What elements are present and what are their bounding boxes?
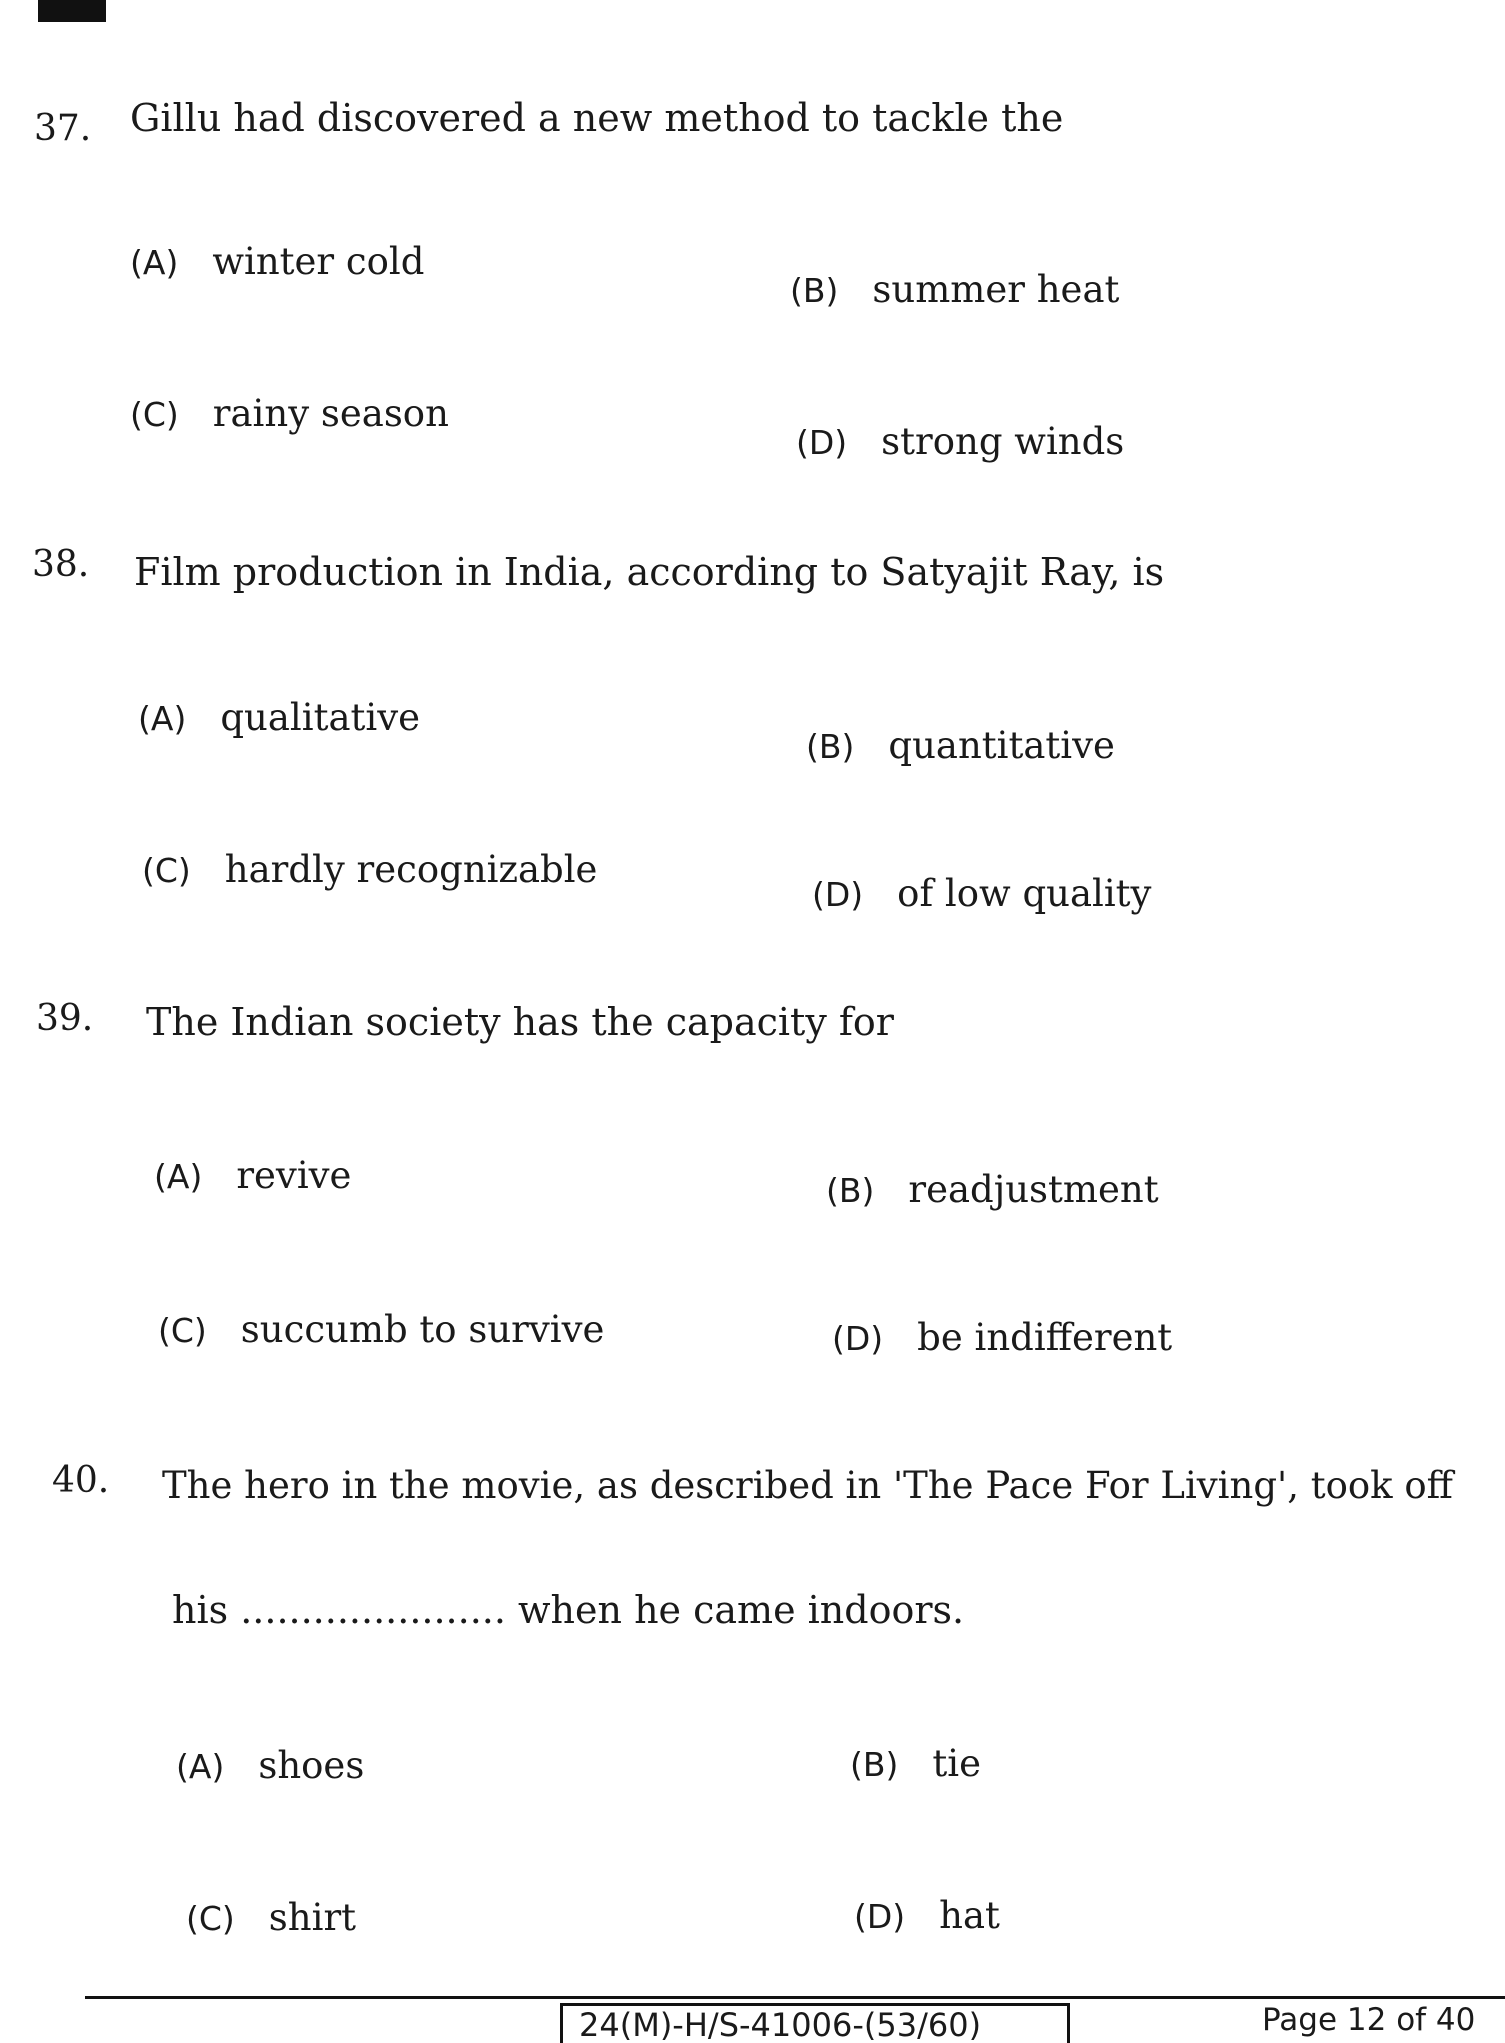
page-number: Page 12 of 40 [1262, 2002, 1476, 2038]
option-text: revive [236, 1154, 352, 1197]
option-label: (D) [812, 875, 864, 914]
option-text: hat [939, 1894, 1000, 1937]
question-number: 38. [32, 544, 90, 585]
option-text: shoes [258, 1744, 365, 1787]
option-label: (A) [138, 699, 187, 738]
option-c[interactable] [158, 1308, 604, 1351]
question-text-line-2: his ...................... when he came indoors. [172, 1588, 965, 1632]
option-text: tie [932, 1742, 981, 1785]
option-label: (D) [796, 423, 848, 462]
option-a[interactable] [138, 696, 420, 739]
option-c[interactable] [142, 848, 597, 891]
option-label: (B) [850, 1745, 899, 1784]
option-d[interactable] [854, 1894, 1000, 1937]
option-d[interactable] [812, 872, 1151, 915]
question-number: 40. [52, 1460, 110, 1501]
option-label: (C) [186, 1899, 235, 1938]
footer-rule [85, 1996, 1505, 1999]
option-label: (C) [142, 851, 191, 890]
question-text: The Indian society has the capacity for [146, 1000, 894, 1044]
option-text: shirt [268, 1896, 357, 1939]
option-a[interactable] [176, 1744, 364, 1787]
option-text: rainy season [212, 392, 449, 435]
option-text: be indifferent [917, 1316, 1173, 1359]
option-a[interactable] [154, 1154, 351, 1197]
option-c[interactable] [130, 392, 449, 435]
option-label: (A) [176, 1747, 225, 1786]
option-text: hardly recognizable [224, 848, 598, 891]
question-text: Gillu had discovered a new method to tackle the [130, 96, 1064, 140]
option-text: readjustment [908, 1168, 1159, 1211]
option-label: (A) [154, 1157, 203, 1196]
option-text: succumb to survive [240, 1308, 605, 1351]
option-d[interactable] [796, 420, 1124, 463]
option-b[interactable] [806, 724, 1115, 767]
option-text: strong winds [881, 420, 1125, 463]
option-label: (D) [832, 1319, 884, 1358]
option-text: of low quality [897, 872, 1152, 915]
paper-code: 24(M)-H/S-41006-(53/60) [560, 2003, 1070, 2043]
option-a[interactable] [130, 240, 424, 283]
option-text: quantitative [888, 724, 1115, 767]
question-number: 37. [34, 108, 92, 149]
option-text: winter cold [212, 240, 425, 283]
question-number: 39. [36, 998, 94, 1039]
option-text: qualitative [220, 696, 420, 739]
option-b[interactable] [790, 268, 1119, 311]
question-text: The hero in the movie, as described in 'The Pace For Living', took off [162, 1464, 1453, 1507]
series-marker [38, 0, 106, 22]
option-label: (C) [158, 1311, 207, 1350]
option-b[interactable] [850, 1742, 981, 1785]
option-text: summer heat [872, 268, 1120, 311]
option-c[interactable] [186, 1896, 356, 1939]
option-label: (B) [806, 727, 855, 766]
option-label: (B) [790, 271, 839, 310]
question-text: Film production in India, according to Satyajit Ray, is [134, 550, 1165, 594]
option-b[interactable] [826, 1168, 1159, 1211]
option-label: (A) [130, 243, 179, 282]
option-label: (B) [826, 1171, 875, 1210]
option-label: (C) [130, 395, 179, 434]
option-d[interactable] [832, 1316, 1172, 1359]
option-label: (D) [854, 1897, 906, 1936]
